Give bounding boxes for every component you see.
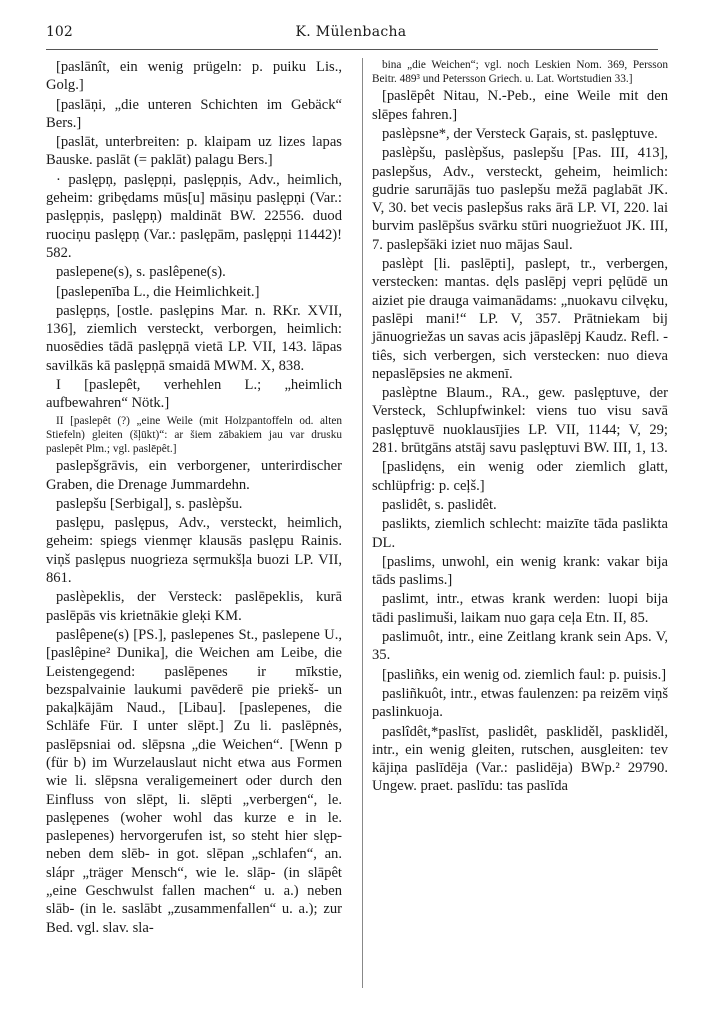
- page-number: 102: [46, 24, 73, 40]
- left-column-entry: [paslāt, unterbreiten: p. klaipam uz lizes lapas Bauske. paslāt (= paklāt) palagu Bers.]: [46, 134, 342, 169]
- running-head: K. Mülenbacha: [295, 24, 407, 40]
- left-column-entry: · paslęрņ, paslęрņi, paslęрņis, Adv., heimlich, geheim: gribędams mūs[u] māsiņu paslęрņi (Var.: paslęрņis, paslęрņ) maldināt BW. 22556. duod ruociņu paslęрņ (Var.: paslęрām, paslęрņi 11442)! 582.: [46, 171, 342, 261]
- left-column-entry: paslêpene(s) [PS.], paslepenes St., paslepene U., [paslêpine² Dunika], die Weichen am Leibe, die Leistengegend: paslēpenes ir mīkstie, bezspalvainie laukumi pavēderē pie priekš- un pakaļkājām Naud., [Libau]. [paslepenes, die Schläfe Für. I unter slēpt.] Zu li. paslēpnės, paslēpsniai od. slēpsna „die Weichen“. [Wenn p (für b) im Wurzelauslaut nicht etwa aus Formen wie li. slēpsna veraligemeinert oder durch den Einfluss von slēpt, li. slēpti „verbergen“, le. paslęрenes (woher wohl das kurze e in le. paslepenes) hervorgerufen ist, so steht hier slęр- neben dem slēb- in got. slēpan „schlafen“, an. slápr „träger Mensch“, wie le. slāp- (in slāpêt „eine Geschwulst fallen machen“ u. a.) neben slāb- (in le. saslābt „zusammenfallen“ u. a.); zur Bed. vgl. slav. sla-: [46, 626, 342, 936]
- header-rule: [46, 49, 658, 50]
- right-column-entry: paslèptne Blaum., RA., gew. paslęрtuve, der Versteck, Schlupfwinkel: viens tuo visu savā paslęрtuvē nuoklausījies LP. VII, 1144; V, 29; 281. brūtgāns atstāj savu paslęрtuvi BW. III, 1, 13.: [372, 385, 668, 457]
- right-column-entry: paslimt, intr., etwas krank werden: luopi bija tādi paslimuši, laikam nuo gaŗa ceļa Etn. II, 85.: [372, 591, 668, 626]
- left-column-entry: paslepšu [Serbigal], s. paslèpšu.: [56, 495, 243, 512]
- right-column: [372, 58, 668, 797]
- left-column-entry: paslęрņs, [ostle. paslęрins Mar. n. RKr. XVII, 136], ziemlich versteckt, verborgen, heimlich: nuosēdies tādā paslęрņā vietā LP. VII, 143. lāpas savilkās kā paslęрņā smaidā MWM. X, 838.: [46, 302, 342, 374]
- left-column-entry: I [paslepêt, verhehlen L.; „heimlich aufbewahren“ Nötk.]: [46, 377, 342, 412]
- left-column-entry: [paslepenība L., die Heimlichkeit.]: [56, 283, 260, 300]
- right-column-entry: paslèpšu, paslèpšus, paslepšu [Pas. III, 413], paslepšus, Adv., versteckt, geheim, heimlich: gudrie saruпājās tuo paslepšu mežā paglabāt JK. V, 30. bet vecis paslepšus raks ārā LP. VI, 220. lai burvim paslēpšus svārku stūri nuogriežuot JK. III, 7. paslepšāki iziet nuo mājas Saul.: [372, 145, 668, 253]
- left-column-entry: [paslāņi, „die unteren Schichten im Gebäck“ Bers.]: [46, 96, 342, 131]
- right-column-entry: [paslēpêt Nitau, N.-Peb., eine Weile mit den slēpes fahren.]: [372, 88, 668, 123]
- right-column-entry: paslèpt [li. paslēpti], paslept, tr., verbergen, verstecken: mantas. dęls paslēpj vepri pęlūdē un aiziet pie drauga vaimanādams: „nuokavu cilvęku, paslēpi mani!“ LP. V, 357. Prātniekam bij jānuogriežas un savas acis jāpaslēpj Kaudz. Refl. -tiês, sich verbergen, sich verstecken: nuo dieva nepaslēpsies ne akmenī.: [372, 256, 668, 382]
- right-column-entry: pasliñkuôt, intr., etwas faulenzen: pa reizēm viņš paslinkuoja.: [372, 685, 668, 721]
- right-column-entry: paslèpsne*, der Versteck Gaŗais, st. paslęрtuve.: [382, 126, 658, 142]
- left-column-entry: paslęрu, paslęрus, Adv., versteckt, heimlich, geheim: spiegs vienmęr klausās paslęрu Rainis. viņš paslęрus nuogrieza sęrmukšļa buozi LP. VII, 861.: [46, 515, 342, 587]
- left-column-entry: paslepene(s), s. paslêpene(s).: [56, 264, 226, 281]
- column-divider: [362, 58, 363, 988]
- right-column-entry: paslikts, ziemlich schlecht: maizīte tāda paslikta DL.: [372, 516, 668, 551]
- left-column-entry: paslèpeklis, der Versteck: paslēpeklis, kurā paslēpās vis krietnākie gleķi KM.: [46, 589, 342, 624]
- right-column-entry: [paslims, unwohl, ein wenig krank: vakar bija tāds paslims.]: [372, 553, 668, 589]
- left-column: [46, 58, 342, 938]
- right-column-entry: paslîdêt,*paslīst, paslidêt, paskliděl, paskliděl, intr., ein wenig gleiten, rutschen, ausgleiten: tev kājiņa paslīdēja (Var.: paslidēja) BWp.² 29790. Ungew. praet. paslīdu: tas paslīda: [372, 723, 668, 795]
- page-header: [46, 24, 656, 46]
- left-column-entry: [paslānît, ein wenig prügeln: p. puiku Lis., Golg.]: [46, 59, 342, 94]
- left-column-entry: II [paslepêt (?) „eine Weile (mit Holzpantoffeln od. alten Stiefeln) gleiten (šļūkt)“: ar šiem zābakiem jau var drusku paslepêt Plm.; vgl. paslēpêt.]: [46, 414, 342, 456]
- right-column-entry: paslidêt, s. paslidêt.: [382, 496, 497, 513]
- right-column-entry: [pasliñks, ein wenig od. ziemlich faul: p. puisis.]: [382, 666, 667, 683]
- right-column-entry: paslimuôt, intr., eine Zeitlang krank sein Aps. V, 35.: [372, 629, 668, 664]
- left-column-entry: paslepšgrāvis, ein verborgener, unterirdischer Graben, die Drenage Jummardehn.: [46, 458, 342, 493]
- right-column-entry: [paslidęns, ein wenig oder ziemlich glatt, schlüpfrig: p. ceļš.]: [372, 459, 668, 494]
- right-column-entry: bina „die Weichen“; vgl. noch Leskien Nom. 369, Persson Beitr. 489³ und Petersson Griech. u. Lat. Wortstudien 33.]: [372, 59, 668, 86]
